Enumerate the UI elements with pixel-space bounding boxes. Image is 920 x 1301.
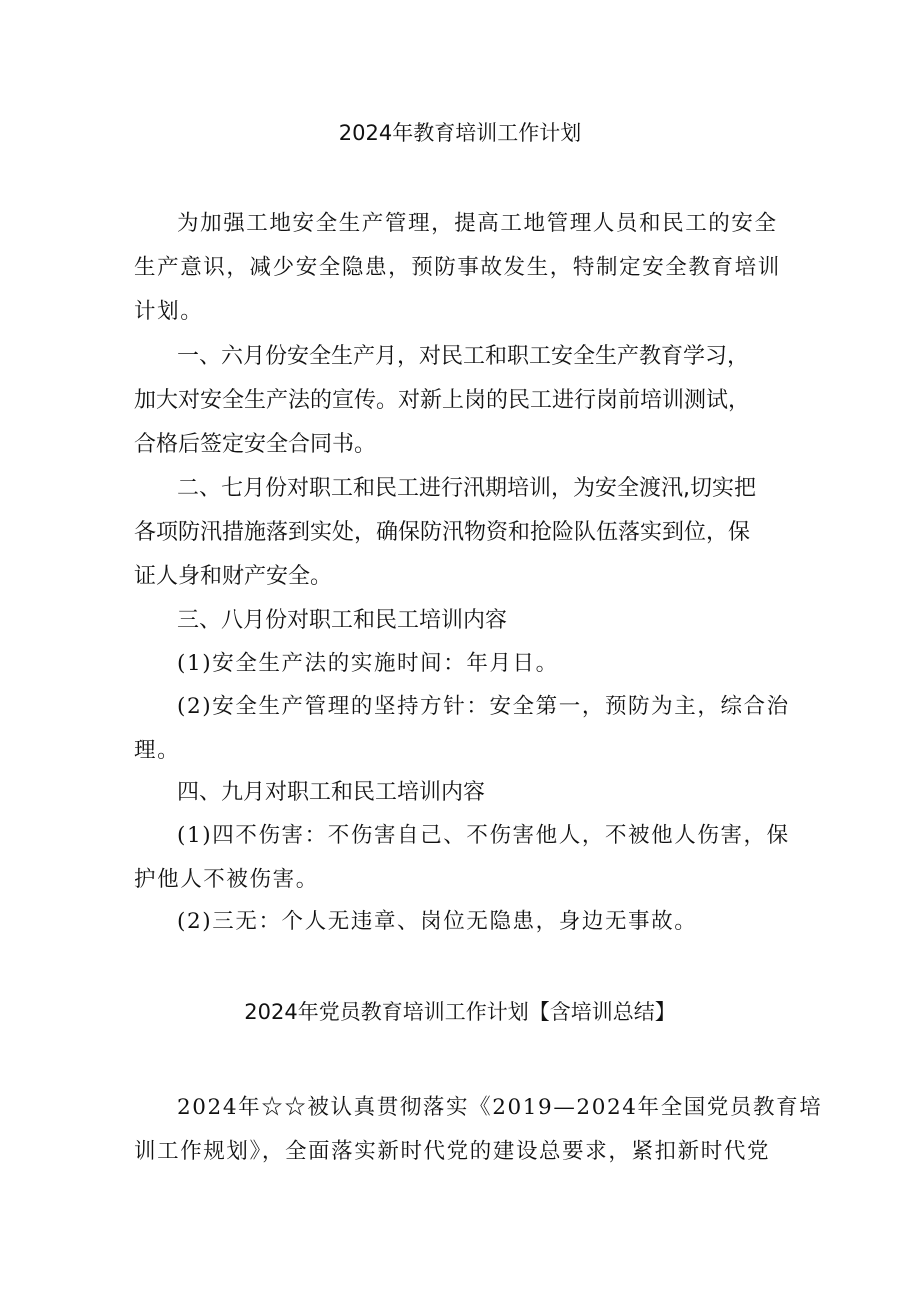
doc2-intro-paragraph <box>134 1086 823 1174</box>
doc1-item4-sub2-text: (2)三无：个人无违章、岗位无隐患，身边无事故。 <box>177 909 698 934</box>
doc1-item4-heading-text: 四、九月对职工和民工培训内容 <box>177 780 486 805</box>
doc1-item4-sub1-line-1: (1)四不伤害：不伤害自己、不伤害他人，不被他人伤害，保 <box>177 823 790 848</box>
doc1-item3-heading <box>134 599 790 643</box>
doc1-item1-line-2: 加大对安全生产法的宣传。对新上岗的民工进行岗前培训测试， <box>134 388 751 413</box>
doc1-intro-line-1: 为加强工地安全生产管理，提高工地管理人员和民工的安全 <box>177 211 778 236</box>
doc2-title: 2024年党员教育培训工作计划【含培训总结】 <box>244 1000 676 1024</box>
doc1-item1-paragraph <box>134 335 790 467</box>
doc1-item1-line-3: 合格后签定安全合同书。 <box>134 432 377 457</box>
doc1-item2-paragraph <box>134 467 790 599</box>
doc1-intro-line-2: 生产意识，减少安全隐患，预防事故发生，特制定安全教育培训 <box>134 255 781 280</box>
doc1-item4-sub1 <box>134 814 790 902</box>
doc1-item3-sub1-text: (1)安全生产法的实施时间：年月日。 <box>177 651 559 676</box>
doc1-item3-sub2-line-1: (2)安全生产管理的坚持方针：安全第一，预防为主，综合治 <box>177 694 790 719</box>
doc1-title: 2024年教育培训工作计划 <box>338 121 582 145</box>
doc1-item4-sub1-line-2: 护他人不被伤害。 <box>134 867 319 892</box>
doc1-item2-line-3: 证人身和财产安全。 <box>134 564 333 589</box>
doc1-item3-sub1 <box>134 642 790 686</box>
doc1-item3-sub2-line-2: 理。 <box>134 738 181 763</box>
doc1-item2-line-1: 二、七月份对职工和民工进行汛期培训，为安全渡汛,切实把 <box>177 476 756 501</box>
doc1-item2-line-2: 各项防汛措施落到实处，确保防汛物资和抢险队伍落实到位，保 <box>134 520 751 545</box>
doc1-item4-heading <box>134 771 790 815</box>
doc1-intro-line-3: 计划。 <box>134 299 204 324</box>
doc2-intro-line-1: 2024年☆☆被认真贯彻落实《2019—2024年全国党员教育培 <box>177 1095 823 1120</box>
doc1-item3-sub2 <box>134 685 790 773</box>
doc2-intro-line-2: 训工作规划》，全面落实新时代党的建设总要求，紧扣新时代党 <box>134 1139 771 1164</box>
doc1-item4-sub2 <box>134 900 790 944</box>
doc1-item1-line-1: 一、六月份安全生产月，对民工和职工安全生产教育学习， <box>177 344 750 369</box>
doc1-intro-paragraph <box>134 202 790 334</box>
doc1-item3-heading-text: 三、八月份对职工和民工培训内容 <box>177 608 508 633</box>
